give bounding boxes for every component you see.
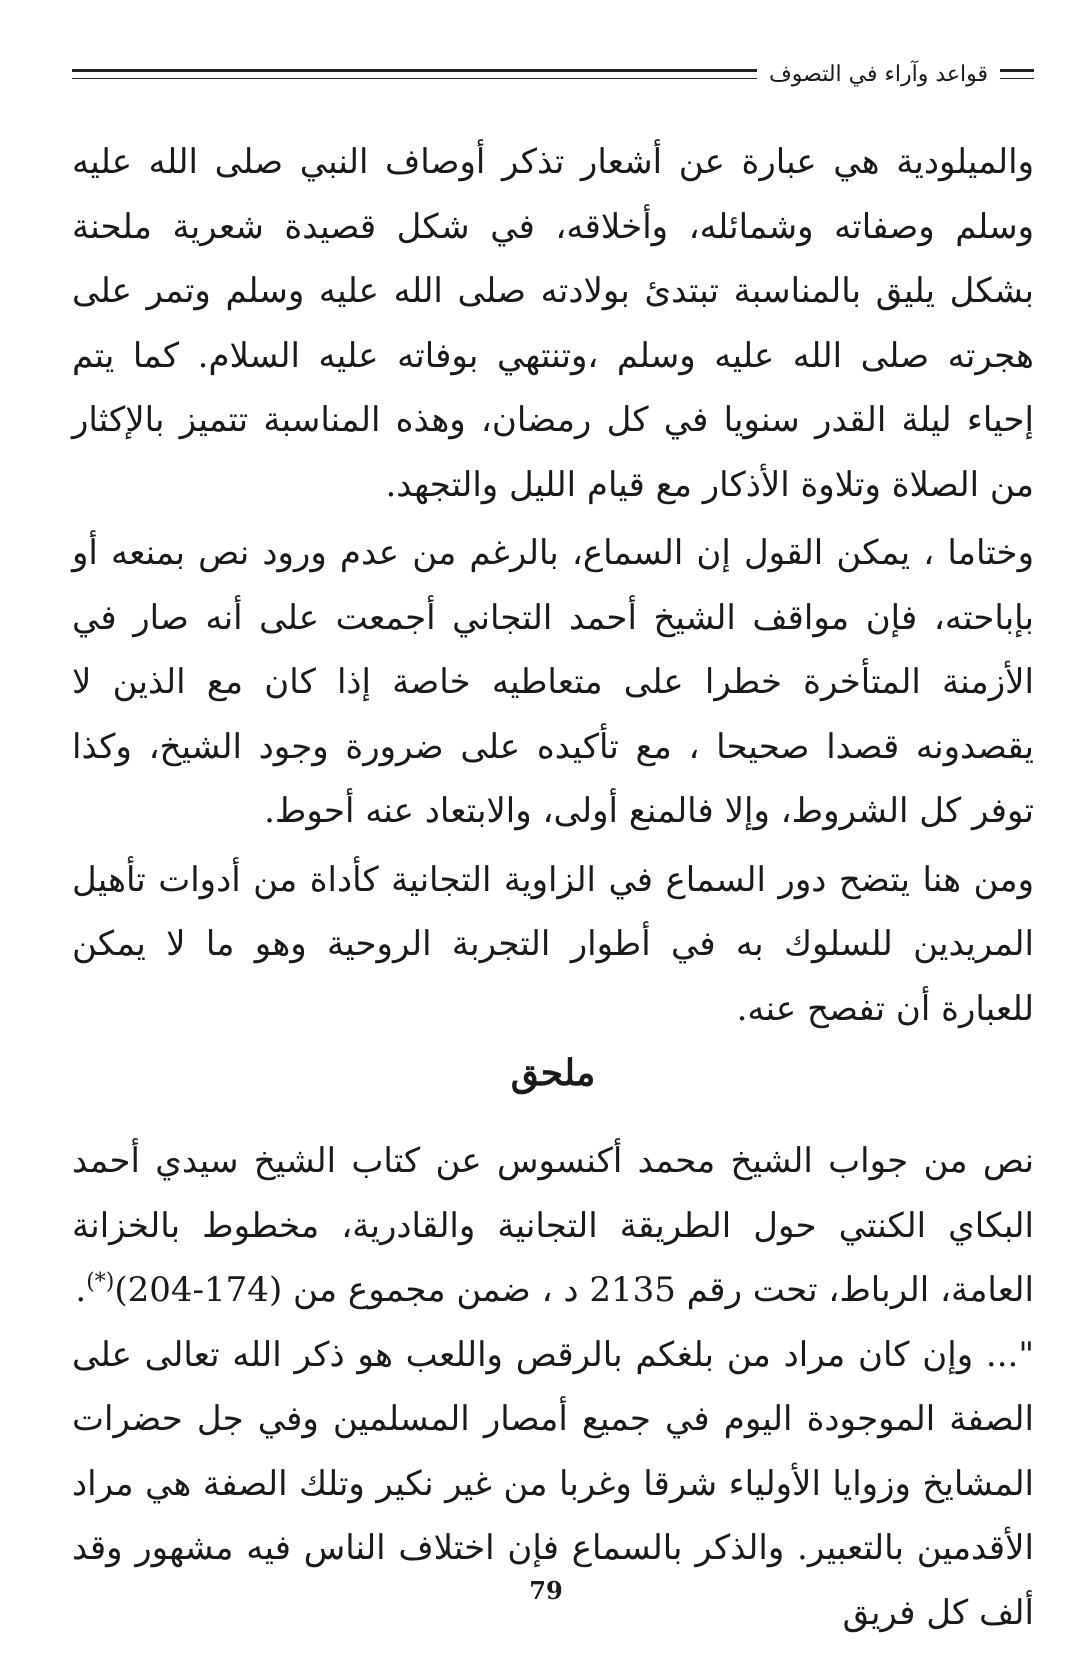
paragraph-mawlidiya: والميلودية هي عبارة عن أشعار تذكر أوصاف النبي صلى الله عليه وسلم وصفاته وشمائله، وأخلاقه، في شكل قصيدة شعرية ملحنة بشكل يليق بالمناسبة تبتدئ بولادته صلى الله عليه وسلم وتمر على هجرته صلى الله عليه وسلم ،وتنتهي بوفاته عليه السلام. كما يتم إحياء ليلة القدر سنويا في كل رمضان، وهذه المناسبة تتميز بالإكثار من الصلاة وتلاوة الأذكار مع قيام الليل والتجهد. bbox=[72, 142, 1034, 505]
appendix-intro-text: نص من جواب الشيخ محمد أكنسوس عن كتاب الشيخ سيدي أحمد البكاي الكنتي حول الطريقة التجانية والقادرية، مخطوط بالخزانة العامة، الرباط، تحت رقم 2135 د ، ضمن مجموع من (174-204) bbox=[72, 1141, 1034, 1310]
footnote-marker: (*) bbox=[86, 1269, 115, 1295]
header-rule-left bbox=[72, 69, 757, 79]
page-body bbox=[72, 130, 1034, 1645]
appendix-heading: ملحق bbox=[510, 1052, 596, 1094]
header-rule-right bbox=[1000, 69, 1034, 79]
appendix-intro bbox=[72, 1129, 1034, 1323]
paragraph-role-of-sama: ومن هنا يتضح دور السماع في الزاوية التجانية كأداة من أدوات تأهيل المريدين للسلوك به في أطوار التجربة الروحية وهو ما لا يمكن للعبارة أن تفصح عنه. bbox=[72, 859, 1034, 1029]
page-number: 79 bbox=[529, 1576, 563, 1605]
running-header bbox=[72, 58, 1034, 90]
paragraph-conclusion: وختاما ، يمكن القول إن السماع، بالرغم من عدم ورود نص بمنعه أو بإباحته، فإن مواقف الشيخ أحمد التجاني أجمعت على أنه صار في الأزمنة المتأخرة خطرا على متعاطيه خاصة إذا كان مع الذين لا يقصدونه قصدا صحيحا ، مع تأكيده على ضرورة وجود الشيخ، وكذا توفر كل الشروط، وإلا فالمنع أولى، والابتعاد عنه أحوط. bbox=[72, 533, 1034, 831]
appendix-quote: "... وإن كان مراد من بلغكم بالرقص واللعب هو ذكر الله تعالى على الصفة الموجودة اليوم في جميع أمصار المسلمين وفي جل حضرات المشايخ وزوايا الأولياء شرقا وغربا من غير نكير وتلك الصفة هي مراد الأقدمين بالتعبير. والذكر بالسماع فإن اختلاف الناس فيه مشهور وقد ألف كل فريق bbox=[72, 1334, 1034, 1633]
appendix-intro-end: . bbox=[75, 1270, 87, 1310]
header-title: قواعد وآراء في التصوف bbox=[768, 61, 988, 87]
